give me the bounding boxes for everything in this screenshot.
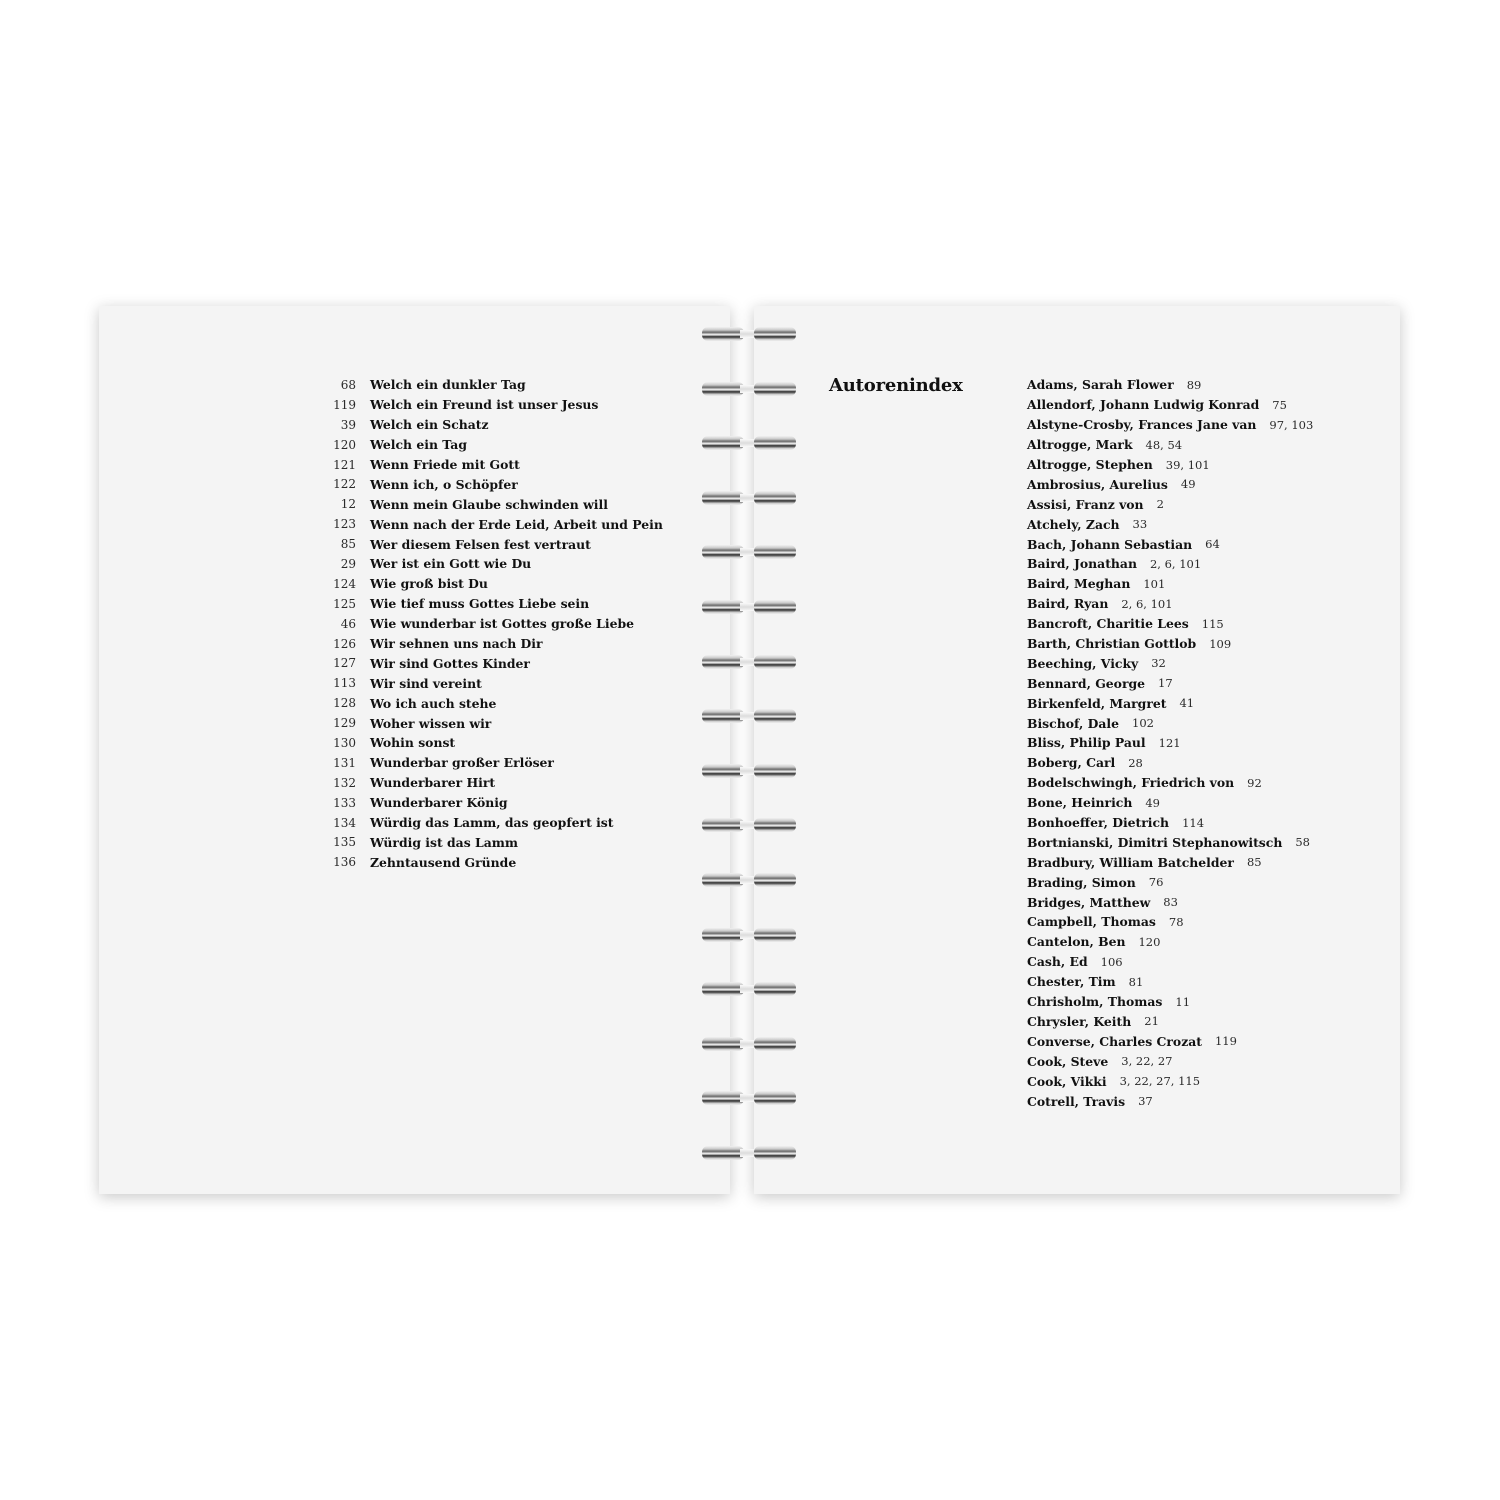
song-entry (325, 634, 665, 654)
author-page-numbers: 2, 6, 101 (1149, 556, 1202, 571)
author-entry (1027, 514, 1357, 534)
song-title: Würdig das Lamm, das geopfert ist (370, 815, 614, 831)
author-page-numbers: 41 (1179, 696, 1195, 711)
song-number: 133 (333, 795, 356, 810)
author-page-numbers: 114 (1182, 815, 1205, 830)
song-entry (325, 653, 665, 673)
spiral-binding (700, 322, 800, 1182)
author-page-numbers: 17 (1158, 676, 1173, 691)
author-name: Adams, Sarah Flower (1027, 377, 1174, 393)
song-entry (325, 375, 665, 395)
song-title: Wer diesem Felsen fest vertraut (370, 536, 591, 552)
author-entry (1027, 1012, 1357, 1032)
author-name: Bennard, George (1027, 675, 1146, 691)
song-title: Wunderbarer König (370, 795, 508, 811)
author-page-numbers: 121 (1158, 735, 1181, 750)
author-entry (1027, 773, 1357, 793)
song-title: Wenn mein Glaube schwinden will (370, 496, 608, 512)
author-index-heading: Autorenindex (829, 375, 963, 396)
author-page-numbers: 48, 54 (1145, 437, 1183, 452)
author-entry (1027, 872, 1357, 892)
spiral-coil (700, 322, 800, 348)
spiral-coil (700, 486, 800, 512)
author-entry (1027, 1051, 1357, 1071)
author-entry (1027, 574, 1357, 594)
author-name: Converse, Charles Crozat (1027, 1033, 1202, 1049)
song-entry (325, 554, 665, 574)
author-page-numbers: 106 (1100, 954, 1123, 969)
author-name: Barth, Christian Gottlob (1027, 636, 1197, 652)
author-page-numbers: 75 (1272, 397, 1287, 412)
song-title: Woher wissen wir (370, 715, 492, 731)
author-name: Ambrosius, Aurelius (1027, 476, 1168, 492)
song-entry (325, 594, 665, 614)
author-page-numbers: 89 (1186, 377, 1202, 392)
song-title: Wie tief muss Gottes Liebe sein (370, 596, 590, 612)
song-title: Wunderbarer Hirt (370, 775, 496, 791)
song-number: 124 (333, 576, 356, 591)
author-entry (1027, 435, 1357, 455)
author-entry (1027, 713, 1357, 733)
song-entry (325, 574, 665, 594)
author-name: Beeching, Vicky (1027, 655, 1139, 671)
author-entry (1027, 1031, 1357, 1051)
author-entry (1027, 1091, 1357, 1111)
author-name: Baird, Meghan (1027, 576, 1131, 592)
author-page-numbers: 78 (1168, 914, 1184, 929)
author-page-numbers: 102 (1132, 716, 1154, 731)
author-entry (1027, 594, 1357, 614)
song-number: 121 (333, 457, 356, 472)
author-name: Allendorf, Johann Ludwig Konrad (1027, 397, 1260, 413)
song-entry (325, 494, 665, 514)
song-entry (325, 813, 665, 833)
song-title: Würdig ist das Lamm (370, 834, 518, 850)
song-number: 136 (333, 855, 356, 870)
song-number: 68 (340, 377, 356, 392)
author-entry (1027, 554, 1357, 574)
spiral-coil (700, 813, 800, 839)
song-entry (325, 693, 665, 713)
author-name: Cash, Ed (1027, 954, 1088, 970)
spiral-coil (700, 1032, 800, 1058)
author-page-numbers: 76 (1148, 875, 1164, 890)
author-page-numbers: 58 (1295, 835, 1310, 850)
author-entry (1027, 653, 1357, 673)
author-entry (1027, 932, 1357, 952)
song-title: Wer ist ein Gott wie Du (370, 556, 532, 572)
author-page-numbers: 64 (1205, 537, 1220, 552)
author-name: Chrisholm, Thomas (1027, 994, 1163, 1010)
author-page-numbers: 81 (1128, 974, 1144, 989)
song-entry (325, 793, 665, 813)
author-page-numbers: 85 (1246, 855, 1262, 870)
spiral-coil (700, 977, 800, 1003)
song-entry (325, 673, 665, 693)
song-title: Wenn ich, o Schöpfer (370, 476, 518, 492)
author-entry (1027, 852, 1357, 872)
author-entry (1027, 892, 1357, 912)
author-page-numbers: 39, 101 (1165, 457, 1210, 472)
song-entry (325, 614, 665, 634)
author-name: Bone, Heinrich (1027, 795, 1133, 811)
author-page-numbers: 21 (1144, 1014, 1159, 1029)
author-page-numbers: 49 (1145, 795, 1160, 810)
author-page-numbers: 2 (1156, 497, 1164, 512)
author-page-numbers: 3, 22, 27, 115 (1119, 1074, 1201, 1089)
song-title: Wir sehnen uns nach Dir (370, 636, 543, 652)
song-number: 126 (333, 636, 356, 651)
author-name: Bradbury, William Batchelder (1027, 854, 1234, 870)
song-number: 120 (333, 437, 356, 452)
song-number: 128 (333, 696, 356, 711)
song-number: 12 (340, 497, 356, 512)
author-entry (1027, 494, 1357, 514)
spiral-coil (700, 923, 800, 949)
spiral-coil (700, 759, 800, 785)
spiral-coil (700, 704, 800, 730)
song-number: 129 (333, 716, 356, 731)
author-entry (1027, 1071, 1357, 1091)
song-title: Wenn nach der Erde Leid, Arbeit und Pein (370, 516, 663, 532)
song-number: 131 (333, 755, 356, 770)
spiral-coil (700, 868, 800, 894)
song-entry (325, 455, 665, 475)
author-entry (1027, 455, 1357, 475)
author-name: Birkenfeld, Margret (1027, 695, 1167, 711)
song-title: Welch ein Schatz (370, 417, 489, 433)
author-page-numbers: 33 (1132, 517, 1148, 532)
author-entry (1027, 614, 1357, 634)
song-title: Wunderbar großer Erlöser (370, 755, 554, 771)
author-page-numbers: 120 (1138, 934, 1161, 949)
author-name: Bodelschwingh, Friedrich von (1027, 775, 1235, 791)
song-number: 46 (340, 616, 356, 631)
author-entry (1027, 952, 1357, 972)
author-page-numbers: 49 (1180, 477, 1196, 492)
song-entry (325, 773, 665, 793)
song-title: Wie wunderbar ist Gottes große Liebe (370, 616, 634, 632)
song-title-list (325, 375, 665, 872)
author-name: Brading, Simon (1027, 874, 1136, 890)
author-page-numbers: 32 (1151, 656, 1166, 671)
author-name: Cotrell, Travis (1027, 1093, 1126, 1109)
author-name: Cook, Steve (1027, 1053, 1109, 1069)
song-entry (325, 852, 665, 872)
song-number: 39 (340, 417, 356, 432)
author-entry (1027, 972, 1357, 992)
song-number: 119 (333, 397, 356, 412)
author-page-numbers: 115 (1201, 616, 1224, 631)
song-entry (325, 733, 665, 753)
author-name: Assisi, Franz von (1027, 496, 1144, 512)
song-number: 132 (333, 775, 356, 790)
author-entry (1027, 753, 1357, 773)
author-page-numbers: 3, 22, 27 (1121, 1054, 1173, 1069)
song-number: 29 (340, 556, 356, 571)
author-page-numbers: 97, 103 (1269, 417, 1314, 432)
author-name: Baird, Jonathan (1027, 556, 1137, 572)
author-entry (1027, 832, 1357, 852)
song-number: 127 (333, 656, 356, 671)
song-title: Wo ich auch stehe (370, 695, 497, 711)
author-entry (1027, 634, 1357, 654)
author-name: Campbell, Thomas (1027, 914, 1156, 930)
song-title: Wohin sonst (370, 735, 456, 751)
song-entry (325, 474, 665, 494)
author-name: Altrogge, Mark (1027, 437, 1133, 453)
author-name: Bischof, Dale (1027, 715, 1120, 731)
author-entry (1027, 415, 1357, 435)
author-entry (1027, 912, 1357, 932)
author-page-numbers: 11 (1175, 994, 1191, 1009)
song-entry (325, 415, 665, 435)
song-title: Wir sind Gottes Kinder (370, 655, 530, 671)
song-entry (325, 534, 665, 554)
song-number: 85 (340, 537, 356, 552)
author-entry (1027, 733, 1357, 753)
author-name: Alstyne-Crosby, Frances Jane van (1027, 417, 1257, 433)
song-entry (325, 395, 665, 415)
spiral-coil (700, 1086, 800, 1112)
author-entry (1027, 793, 1357, 813)
spiral-coil (700, 650, 800, 676)
song-number: 130 (333, 735, 356, 750)
author-entry (1027, 395, 1357, 415)
author-page-numbers: 2, 6, 101 (1121, 596, 1173, 611)
author-name: Atchely, Zach (1027, 516, 1120, 532)
author-page-numbers: 37 (1138, 1094, 1153, 1108)
author-name: Boberg, Carl (1027, 755, 1116, 771)
song-entry (325, 514, 665, 534)
song-entry (325, 435, 665, 455)
author-entry (1027, 474, 1357, 494)
song-title: Welch ein dunkler Tag (370, 377, 526, 393)
author-page-numbers: 28 (1128, 755, 1143, 770)
spiral-coil (700, 377, 800, 403)
song-title: Wie groß bist Du (370, 576, 488, 592)
author-entry (1027, 673, 1357, 693)
author-page-numbers: 83 (1163, 895, 1178, 910)
author-entry (1027, 375, 1357, 395)
author-page-numbers: 109 (1209, 636, 1232, 651)
spiral-coil (700, 595, 800, 621)
author-page-numbers: 119 (1214, 1034, 1237, 1049)
author-name: Altrogge, Stephen (1027, 457, 1153, 472)
author-entry (1027, 693, 1357, 713)
song-number: 123 (333, 517, 356, 532)
author-entry (1027, 534, 1357, 554)
spiral-coil (700, 540, 800, 566)
author-name: Bliss, Philip Paul (1027, 735, 1146, 751)
author-name: Bancroft, Charitie Lees (1027, 616, 1189, 632)
song-number: 135 (333, 835, 356, 850)
song-title: Welch ein Tag (370, 437, 467, 453)
spiral-coil (700, 431, 800, 457)
song-entry (325, 713, 665, 733)
song-title: Wenn Friede mit Gott (370, 457, 520, 472)
song-number: 125 (333, 596, 356, 611)
author-name: Bach, Johann Sebastian (1027, 536, 1193, 552)
song-number: 134 (333, 815, 356, 830)
song-entry (325, 753, 665, 773)
author-name: Bortnianski, Dimitri Stephanowitsch (1027, 834, 1283, 850)
song-entry (325, 832, 665, 852)
author-name: Chrysler, Keith (1027, 1013, 1132, 1029)
spiral-coil (700, 1141, 800, 1167)
author-entry (1027, 992, 1357, 1012)
song-title: Wir sind vereint (370, 675, 482, 691)
author-name: Bridges, Matthew (1027, 894, 1151, 910)
song-title: Zehntausend Gründe (370, 854, 517, 870)
author-entry (1027, 813, 1357, 833)
author-name: Baird, Ryan (1027, 596, 1109, 612)
song-title: Welch ein Freund ist unser Jesus (370, 397, 599, 413)
author-name: Cantelon, Ben (1027, 934, 1126, 950)
song-number: 113 (333, 676, 356, 691)
author-page-numbers: 101 (1143, 576, 1166, 591)
song-number: 122 (333, 477, 356, 492)
author-name: Bonhoeffer, Dietrich (1027, 815, 1170, 831)
author-name: Chester, Tim (1027, 974, 1116, 990)
author-index-list (1027, 375, 1357, 1111)
author-name: Cook, Vikki (1027, 1073, 1107, 1089)
author-page-numbers: 92 (1247, 775, 1262, 790)
